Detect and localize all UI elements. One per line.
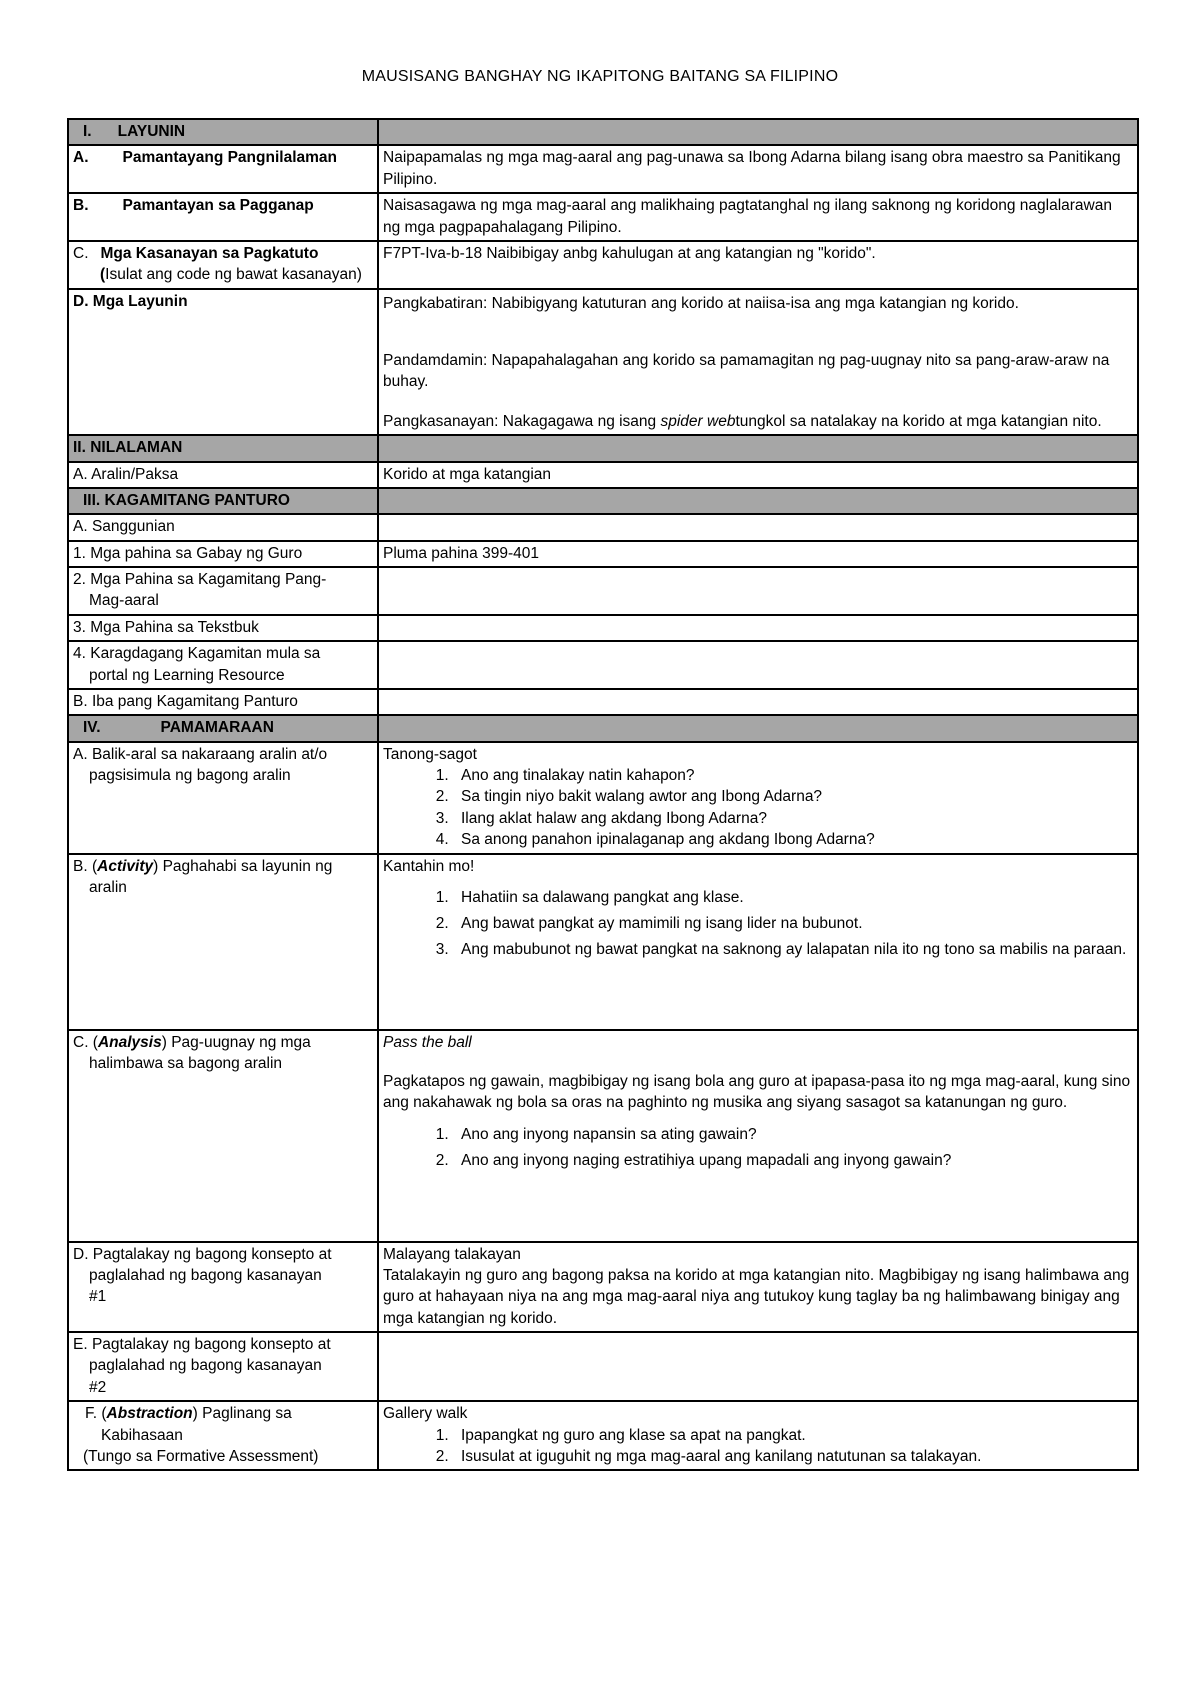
row-label bbox=[68, 145, 378, 193]
row-label-text: Pamantayang Pangnilalaman bbox=[122, 149, 337, 167]
activity-title: Kantahin mo! bbox=[383, 857, 475, 875]
row-letter: A. bbox=[73, 149, 89, 167]
table-row bbox=[68, 641, 1138, 689]
row-label: A. Balik-aral sa nakaraang aralin at/o pagsisimula ng bagong aralin bbox=[68, 742, 378, 854]
section-number: I. bbox=[83, 123, 92, 140]
table-row bbox=[68, 289, 1138, 436]
question-list bbox=[383, 765, 1133, 851]
list-item: 1. Ano ang tinalakay natin kahapon? bbox=[453, 765, 1133, 786]
document-title: MAUSISANG BANGHAY NG IKAPITONG BAITANG SA FILIPINO bbox=[361, 68, 839, 85]
row-label: F. (Abstraction) Paglinang sa Kabihasaan (Tungo sa Formative Assessment) bbox=[68, 1401, 378, 1470]
section-empty-cell bbox=[378, 488, 1138, 514]
row-value: Naisasagawa ng mga mag-aaral ang malikhaing pagtatanghal ng ilang saknong ng koridong naglalarawan ng mga pagpapahalagang Pilipino. bbox=[378, 193, 1138, 241]
list-item: 2. Isusulat at iguguhit ng mga mag-aaral ang kanilang natutunan sa talakayan. bbox=[453, 1446, 1133, 1467]
question-list bbox=[383, 1122, 1133, 1174]
section-label: II. NILALAMAN bbox=[68, 435, 378, 461]
section-header-pamamaraan bbox=[68, 715, 1138, 741]
row-label: 4. Karagdagang Kagamitan mula sa portal ng Learning Resource bbox=[68, 641, 378, 689]
row-value: Korido at mga katangian bbox=[378, 462, 1138, 488]
activity-title: Gallery walk bbox=[383, 1405, 468, 1423]
list-item: 1. Ano ang inyong napansin sa ating gawain? bbox=[453, 1122, 1133, 1148]
objective-cognitive: Pangkabatiran: Nabibigyang katuturan ang korido at naiisa-isa ang mga katangian ng korido. bbox=[383, 294, 1019, 312]
row-label: 2. Mga Pahina sa Kagamitang Pang- Mag-aaral bbox=[68, 567, 378, 615]
row-label: 3. Mga Pahina sa Tekstbuk bbox=[68, 615, 378, 641]
section-title: LAYUNIN bbox=[117, 123, 186, 140]
section-empty-cell bbox=[378, 715, 1138, 741]
row-value bbox=[378, 1401, 1138, 1470]
list-item: 2. Ang bawat pangkat ay mamimili ng isang lider na bubunot. bbox=[453, 911, 1133, 937]
row-value bbox=[378, 854, 1138, 1030]
row-value: F7PT-Iva-b-18 Naibibigay anbg kahulugan at ang katangian ng "korido". bbox=[378, 241, 1138, 289]
row-value: Pluma pahina 399-401 bbox=[378, 541, 1138, 567]
section-header-layunin bbox=[68, 119, 1138, 145]
row-label: 1. Mga pahina sa Gabay ng Guro bbox=[68, 541, 378, 567]
section-empty-cell bbox=[378, 435, 1138, 461]
row-label: A. Aralin/Paksa bbox=[68, 462, 378, 488]
section-label bbox=[68, 119, 378, 145]
list-item: 4. Sa anong panahon ipinalaganap ang akdang Ibong Adarna? bbox=[453, 829, 1133, 850]
row-letter: C. bbox=[73, 244, 89, 262]
table-row bbox=[68, 1332, 1138, 1401]
table-row bbox=[68, 514, 1138, 540]
row-letter: B. bbox=[73, 197, 89, 215]
row-value bbox=[378, 567, 1138, 615]
activity-description: Tatalakayin ng guro ang bagong paksa na korido at mga katangian nito. Magbibigay ng isang halimbawa ang guro at hahayaan niya na ang mga mag-aaral niya ang tutukoy kung taglay ba ng halimbawang binigay ang mga katangian ng korido. bbox=[383, 1266, 1130, 1327]
activity-title: Tanong-sagot bbox=[383, 745, 477, 763]
list-item: 1. Ipapangkat ng guro ang klase sa apat na pangkat. bbox=[453, 1425, 1133, 1446]
row-value bbox=[378, 742, 1138, 854]
table-row bbox=[68, 1242, 1138, 1333]
row-sublabel: Isulat ang code ng bawat kasanayan) bbox=[105, 266, 362, 284]
row-value bbox=[378, 1242, 1138, 1333]
row-label bbox=[68, 241, 378, 289]
list-item: 3. Ilang aklat halaw ang akdang Ibong Adarna? bbox=[453, 808, 1133, 829]
table-row bbox=[68, 193, 1138, 241]
table-row bbox=[68, 742, 1138, 854]
row-label-text: Pamantayan sa Pagganap bbox=[122, 197, 314, 215]
row-value bbox=[378, 1332, 1138, 1401]
section-empty-cell bbox=[378, 119, 1138, 145]
table-row bbox=[68, 1030, 1138, 1242]
row-value: Naipapamalas ng mga mag-aaral ang pag-unawa sa Ibong Adarna bilang isang obra maestro sa Panitikang Pilipino. bbox=[378, 145, 1138, 193]
table-row bbox=[68, 1401, 1138, 1470]
table-row bbox=[68, 145, 1138, 193]
row-label-text: Mga Kasanayan sa Pagkatuto bbox=[100, 244, 319, 262]
section-label: IV. PAMAMARAAN bbox=[68, 715, 378, 741]
row-value bbox=[378, 641, 1138, 689]
row-label: C. (Analysis) Pag-uugnay ng mga halimbawa sa bagong aralin bbox=[68, 1030, 378, 1242]
list-item: 1. Hahatiin sa dalawang pangkat ang klase. bbox=[453, 885, 1133, 911]
paren: ( bbox=[100, 266, 106, 284]
row-label: E. Pagtalakay ng bagong konsepto at paglalahad ng bagong kasanayan #2 bbox=[68, 1332, 378, 1401]
row-label: A. Sanggunian bbox=[68, 514, 378, 540]
table-row bbox=[68, 462, 1138, 488]
objective-affective: Pandamdamin: Napapahalagahan ang korido sa pamamagitan ng pag-uugnay nito sa pang-araw-araw na buhay. bbox=[383, 352, 1110, 391]
row-value bbox=[378, 514, 1138, 540]
activity-description: Pagkatapos ng gawain, magbibigay ng isang bola ang guro at ipapasa-pasa ito ng mga mag-aaral, kung sino ang nakahawak ng bola sa oras na paghinto ng musika ang siyang sasagot sa katanungan ng guro. bbox=[383, 1072, 1131, 1112]
row-value bbox=[378, 689, 1138, 715]
row-label: B. (Activity) Paghahabi sa layunin ng aralin bbox=[68, 854, 378, 1030]
row-value bbox=[378, 1030, 1138, 1242]
section-label bbox=[68, 488, 378, 514]
row-value bbox=[378, 289, 1138, 436]
list-item: 2. Sa tingin niyo bakit walang awtor ang Ibong Adarna? bbox=[453, 786, 1133, 807]
list-item: 2. Ano ang inyong naging estratihiya upang mapadali ang inyong gawain? bbox=[453, 1148, 1133, 1174]
row-label: B. Iba pang Kagamitang Panturo bbox=[68, 689, 378, 715]
table-row bbox=[68, 689, 1138, 715]
table-row bbox=[68, 541, 1138, 567]
table-row bbox=[68, 615, 1138, 641]
section-header-kagamitan bbox=[68, 488, 1138, 514]
table-row bbox=[68, 241, 1138, 289]
row-value bbox=[378, 615, 1138, 641]
row-label bbox=[68, 193, 378, 241]
lesson-plan-table bbox=[67, 118, 1139, 1471]
table-row bbox=[68, 854, 1138, 1030]
table-row bbox=[68, 567, 1138, 615]
row-label: D. Pagtalakay ng bagong konsepto at paglalahad ng bagong kasanayan #1 bbox=[68, 1242, 378, 1333]
section-title: III. KAGAMITANG PANTURO bbox=[83, 491, 290, 509]
list-item: 3. Ang mabubunot ng bawat pangkat na saknong ay lalapatan nila ito ng tono sa mabilis na paraan. bbox=[453, 937, 1133, 963]
row-label: D. Mga Layunin bbox=[68, 289, 378, 436]
activity-title: Malayang talakayan bbox=[383, 1245, 521, 1263]
section-header-nilalaman bbox=[68, 435, 1138, 461]
instruction-list bbox=[383, 885, 1133, 963]
objective-psychomotor: Pangkasanayan: Nakagagawa ng isang spider webtungkol sa natalakay na korido at mga katangian nito. bbox=[383, 412, 1102, 430]
instruction-list bbox=[383, 1425, 1133, 1468]
activity-title: Pass the ball bbox=[383, 1033, 472, 1051]
